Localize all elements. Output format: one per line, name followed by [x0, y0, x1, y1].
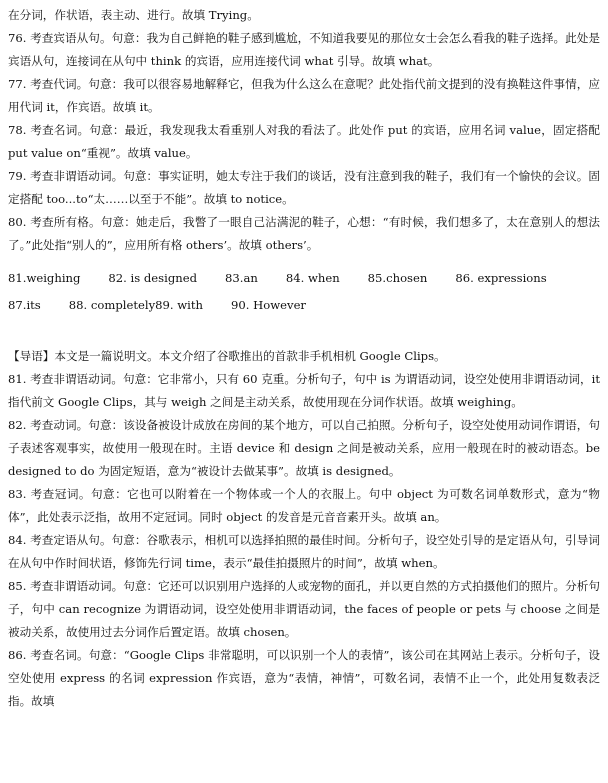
explanation-83: 83. 考查冠词。句意：它也可以附着在一个物体或一个人的衣服上。句中 object 为可数名词单数形式，意为“物体”，此处表示泛指，故用不定冠词。同时 object 的发音是元音音素开头。故填 an。 — [8, 487, 600, 524]
answer-82: 82. is designed — [108, 271, 197, 285]
explanation-80: 80. 考查所有格。句意：她走后，我瞥了一眼自己沾满泥的鞋子，心想：“有时候，我们想多了，太在意别人的想法了。”此处指“别人的”，应用所有格 others’。故填 others’。 — [8, 215, 600, 252]
text-line-partial: 在分词，作状语，表主动、进行。故填 Trying。 — [8, 8, 259, 22]
answer-85: 85.chosen — [367, 271, 428, 285]
answer-84: 84. when — [285, 271, 340, 285]
explanation-77: 77. 考查代词。句意：我可以很容易地解释它，但我为什么这么在意呢？此处指代前文提到的没有换鞋这件事情，应用代词 it，作宾语。故填 it。 — [8, 77, 600, 114]
explanation-84: 84. 考查定语从句。句意：谷歌表示，相机可以选择拍照的最佳时间。分析句子，设空处引导的是定语从句，引导词在从句中作时间状语，修饰先行词 time，表示“最佳拍摄照片的时间”，故填 when。 — [8, 533, 600, 570]
explanation-78: 78. 考查名词。句意：最近，我发现我太看重别人对我的看法了。此处作 put 的宾语，应用名词 value，固定搭配 put value on“重视”。故填 value。 — [8, 123, 600, 160]
answer-89: 89. with — [155, 298, 204, 312]
answer-88: 88. completely — [68, 298, 156, 312]
explanation-82: 82. 考查动词。句意：该设备被设计成放在房间的某个地方，可以自己拍照。分析句子，设空处使用动词作谓语，句子表述客观事实，故使用一般现在时。主语 device 和 design 之间是被动关系，应用一般现在时的被动语态。be designed to do 为固定短语，意为“被设计去做某事”。故填 is designed。 — [8, 418, 600, 478]
answer-86: 86. expressions — [455, 271, 547, 285]
answer-90: 90. However — [231, 298, 306, 312]
passage-intro: 【导语】本文是一篇说明文。本文介绍了谷歌推出的首款非手机相机 Google Clips。 — [8, 349, 446, 363]
explanation-81: 81. 考查非谓语动词。句意：它非常小，只有 60 克重。分析句子，句中 is 为谓语动词，设空处使用非谓语动词，it 指代前文 Google Clips，其与 weigh 之间是主动关系，故使用现在分词作状语。故填 weighing。 — [8, 372, 600, 409]
explanation-85: 85. 考查非谓语动词。句意：它还可以识别用户选择的人或宠物的面孔，并以更自然的方式拍摄他们的照片。分析句子，句中 can recognize 为谓语动词，设空处使用非谓语动词，the faces of people or pets 与 choose 之间是被动关系，故使用过去分词作后置定语。故填 chosen。 — [8, 579, 600, 639]
answer-81: 81.weighing — [8, 271, 81, 285]
answer-87: 87.its — [8, 298, 41, 312]
answer-key — [8, 265, 600, 319]
explanation-86: 86. 考查名词。句意：“Google Clips 非常聪明，可以识别一个人的表情”，该公司在其网站上表示。分析句子，设空处使用 express 的名词 expression 作宾语，意为“表情，神情”，可数名词，表情不止一个，此处用复数表泛指。故填 — [8, 648, 600, 708]
explanation-79: 79. 考查非谓语动词。句意：事实证明，她太专注于我们的谈话，没有注意到我的鞋子，我们有一个愉快的会议。固定搭配 too...to“太……以至于不能”。故填 to notice。 — [8, 169, 600, 206]
explanation-76: 76. 考查宾语从句。句意：我为自己鲜艳的鞋子感到尴尬，不知道我要见的那位女士会怎么看我的鞋子选择。此处是宾语从句，连接词在从句中 think 的宾语，应用连接代词 what 引导。故填 what。 — [8, 31, 600, 68]
answer-83: 83.an — [225, 271, 258, 285]
